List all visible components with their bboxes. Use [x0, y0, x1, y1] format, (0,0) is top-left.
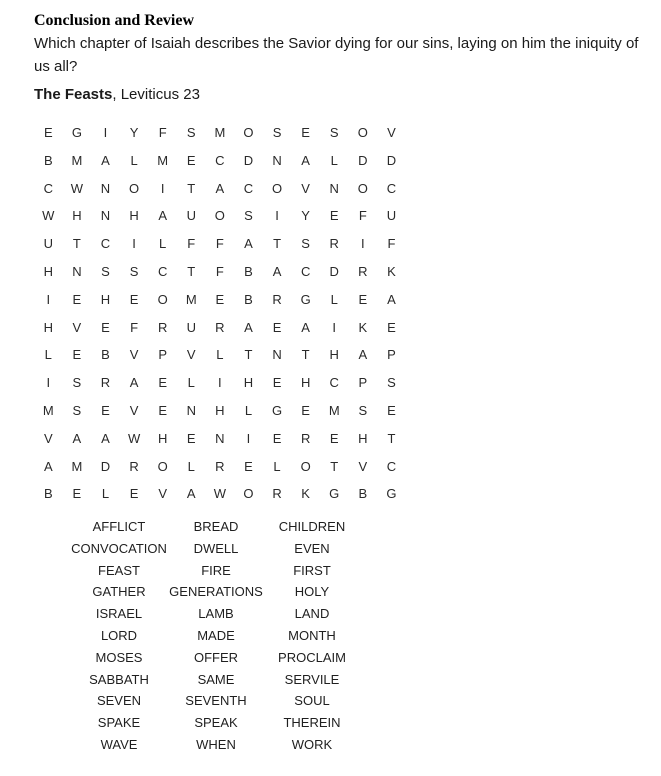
grid-letter: V — [301, 180, 310, 196]
word-bank-item: WHEN — [196, 736, 236, 752]
word-bank-row — [70, 562, 360, 584]
word-bank-item: SEVEN — [96, 693, 142, 709]
grid-letter: G — [271, 402, 283, 418]
grid-letter: F — [158, 125, 167, 140]
word-bank-item: SEVENTH — [185, 693, 247, 709]
grid-letter: C — [215, 152, 225, 168]
grid-letter: T — [301, 347, 310, 363]
word-bank-item: SABBATH — [89, 671, 149, 687]
grid-letter: H — [358, 430, 368, 446]
grid-letter: E — [272, 375, 282, 391]
word-bank-item: LAMB — [198, 606, 234, 622]
grid-letter: S — [387, 375, 396, 391]
grid-letter: R — [157, 319, 168, 335]
grid-letter: L — [273, 458, 281, 474]
grid-letter: H — [243, 375, 254, 391]
grid-letter: E — [129, 486, 139, 502]
grid-letter: T — [187, 263, 196, 279]
grid-row — [34, 236, 394, 264]
grid-row — [34, 347, 394, 375]
grid-letter: R — [215, 319, 225, 335]
word-bank-item: BREAD — [193, 519, 239, 534]
grid-row — [34, 180, 397, 209]
grid-letter: T — [244, 347, 253, 363]
grid-letter: S — [329, 125, 339, 140]
grid-row — [34, 125, 394, 153]
grid-letter: M — [328, 402, 340, 418]
grid-letter: W — [127, 430, 141, 446]
grid-letter: U — [386, 208, 397, 224]
grid-letter: I — [275, 208, 279, 224]
grid-letter: E — [387, 402, 396, 418]
word-bank-item: SERVILE — [284, 671, 340, 687]
word-bank-row — [70, 736, 360, 758]
word-bank-item: GATHER — [92, 584, 146, 600]
word-bank-item: FEAST — [98, 562, 140, 578]
word-bank-item: CHILDREN — [278, 519, 346, 534]
grid-letter: F — [130, 319, 139, 335]
grid-letter: G — [329, 486, 340, 502]
grid-row — [34, 375, 394, 403]
grid-letter: S — [101, 263, 110, 279]
grid-letter: S — [358, 402, 368, 418]
word-bank-row — [70, 649, 360, 671]
grid-letter: K — [387, 263, 396, 279]
grid-letter: A — [301, 152, 310, 168]
grid-letter: D — [100, 458, 111, 474]
grid-letter: E — [129, 291, 139, 307]
grid-letter: M — [71, 152, 83, 168]
grid-letter: E — [101, 319, 110, 335]
word-bank-item: GENERATIONS — [169, 584, 263, 600]
puzzle-title: The Feasts — [34, 86, 113, 103]
grid-letter: A — [244, 236, 253, 252]
grid-row — [34, 458, 397, 487]
grid-letter: F — [358, 208, 367, 224]
word-bank-row — [70, 540, 360, 562]
review-question: Which chapter of Isaiah describes the Savior dying for our sins, laying on him the iniquity of us all? — [34, 35, 639, 75]
grid-letter: D — [243, 152, 254, 168]
grid-letter: E — [301, 402, 310, 418]
grid-letter: H — [215, 402, 225, 418]
grid-letter: E — [186, 152, 196, 168]
grid-letter: F — [187, 236, 196, 252]
grid-letter: Y — [301, 208, 310, 224]
grid-letter: M — [185, 291, 197, 307]
grid-letter: E — [158, 402, 167, 418]
word-search-grid — [34, 125, 397, 514]
grid-letter: A — [101, 152, 110, 168]
grid-letter: O — [357, 125, 368, 140]
grid-letter: A — [244, 319, 253, 335]
grid-letter: V — [387, 125, 396, 140]
grid-letter: S — [186, 125, 196, 140]
grid-letter: U — [43, 236, 53, 252]
grid-letter: V — [129, 402, 139, 418]
grid-letter: C — [243, 180, 254, 196]
word-bank-item: FIRE — [201, 562, 231, 578]
grid-letter: L — [216, 347, 224, 363]
grid-row — [34, 208, 397, 236]
grid-letter: I — [361, 236, 365, 252]
grid-letter: H — [100, 291, 111, 307]
grid-letter: C — [300, 263, 311, 279]
word-bank-item: SPAKE — [97, 715, 141, 731]
grid-letter: L — [330, 152, 338, 168]
grid-letter: V — [358, 458, 368, 474]
grid-letter: A — [72, 430, 82, 446]
grid-letter: I — [132, 236, 136, 252]
grid-letter: P — [387, 347, 396, 363]
grid-letter: L — [244, 402, 253, 418]
grid-letter: H — [129, 208, 139, 224]
grid-letter: C — [386, 180, 397, 196]
word-bank-item: MADE — [197, 627, 235, 643]
grid-letter: H — [300, 375, 311, 391]
grid-letter: E — [272, 430, 282, 446]
grid-letter: H — [43, 319, 53, 335]
grid-letter: I — [246, 430, 251, 446]
grid-letter: O — [157, 458, 168, 474]
grid-letter: U — [186, 208, 196, 224]
grid-letter: R — [272, 291, 282, 307]
word-bank-item: LORD — [100, 627, 138, 643]
grid-letter: D — [358, 152, 368, 168]
grid-letter: C — [386, 458, 397, 474]
grid-letter: I — [332, 319, 337, 335]
grid-letter: E — [72, 486, 82, 502]
grid-letter: M — [214, 125, 226, 140]
grid-letter: T — [72, 236, 81, 252]
grid-letter: L — [330, 291, 338, 307]
grid-letter: C — [100, 236, 111, 252]
grid-letter: F — [215, 263, 224, 279]
grid-letter: W — [70, 180, 84, 196]
grid-letter: S — [72, 402, 82, 418]
grid-letter: R — [300, 430, 311, 446]
grid-letter: G — [300, 291, 311, 307]
grid-letter: M — [71, 458, 83, 474]
grid-row — [34, 152, 397, 181]
grid-letter: R — [272, 486, 282, 502]
grid-letter: B — [244, 263, 253, 279]
grid-letter: H — [43, 263, 53, 279]
grid-letter: E — [186, 430, 196, 446]
grid-letter: I — [103, 125, 108, 140]
word-bank-item: MONTH — [288, 627, 336, 643]
grid-letter: G — [386, 486, 397, 502]
grid-letter: L — [187, 458, 195, 474]
grid-letter: O — [129, 180, 140, 196]
grid-letter: P — [158, 347, 167, 363]
word-bank-item: OFFER — [193, 649, 239, 665]
grid-letter: H — [157, 430, 168, 446]
word-bank-item: SAME — [197, 671, 235, 687]
word-bank-row — [70, 605, 360, 627]
grid-letter: T — [187, 180, 196, 196]
grid-letter: E — [215, 291, 225, 307]
grid-letter: E — [72, 291, 82, 307]
word-bank-item: FIRST — [293, 562, 331, 578]
grid-letter: E — [387, 319, 396, 335]
grid-letter: F — [387, 236, 396, 252]
word-bank-row — [70, 714, 360, 736]
word-bank-item: WAVE — [100, 736, 138, 752]
word-bank-item: MOSES — [95, 649, 143, 665]
grid-letter: N — [100, 208, 111, 224]
grid-letter: N — [100, 180, 111, 196]
word-bank-item: LAND — [294, 606, 330, 622]
grid-letter: T — [387, 430, 396, 446]
grid-letter: A — [387, 291, 396, 307]
grid-letter: E — [72, 347, 82, 363]
word-bank-row — [70, 627, 360, 649]
grid-letter: S — [129, 263, 139, 279]
grid-letter: E — [244, 458, 253, 474]
word-bank-row — [70, 518, 360, 540]
grid-letter: A — [101, 430, 110, 446]
grid-row — [34, 403, 394, 431]
grid-letter: B — [244, 291, 253, 307]
word-bank-item: AFFLICT — [92, 519, 146, 534]
word-bank — [70, 518, 360, 758]
word-bank-item: PROCLAIM — [278, 649, 346, 665]
grid-row — [34, 264, 394, 292]
grid-letter: S — [301, 236, 310, 252]
grid-letter: O — [300, 458, 311, 474]
word-bank-item: EVEN — [294, 540, 330, 556]
grid-letter: A — [272, 263, 282, 279]
word-bank-item: THEREIN — [283, 715, 341, 731]
grid-letter: V — [129, 347, 139, 363]
grid-letter: E — [43, 125, 53, 140]
word-bank-item: SPEAK — [194, 715, 238, 731]
grid-letter: O — [243, 486, 254, 502]
word-bank-item: WORK — [291, 736, 333, 752]
grid-letter: C — [329, 375, 339, 391]
grid-letter: D — [386, 152, 397, 168]
grid-letter: C — [157, 263, 168, 279]
grid-letter: B — [43, 152, 53, 168]
grid-row — [34, 486, 397, 514]
scripture-reference: , Leviticus 23 — [112, 86, 200, 103]
grid-letter: I — [46, 291, 51, 307]
grid-letter: W — [213, 486, 226, 502]
grid-letter: V — [186, 347, 196, 363]
grid-row — [34, 431, 394, 459]
grid-letter: R — [100, 375, 111, 391]
grid-letter: R — [329, 236, 339, 252]
grid-letter: D — [329, 263, 339, 279]
grid-letter: E — [158, 375, 167, 391]
grid-letter: E — [101, 402, 110, 418]
grid-letter: I — [46, 375, 51, 391]
grid-letter: O — [157, 291, 168, 307]
grid-letter: N — [186, 402, 196, 418]
grid-letter: V — [43, 430, 53, 446]
word-bank-row — [70, 583, 360, 605]
grid-letter: S — [272, 125, 282, 140]
grid-letter: H — [72, 208, 82, 224]
grid-letter: L — [101, 486, 110, 502]
grid-letter: I — [218, 375, 222, 391]
grid-letter: E — [358, 291, 368, 307]
grid-letter: B — [358, 486, 368, 502]
grid-letter: S — [244, 208, 253, 224]
grid-letter: R — [358, 263, 368, 279]
grid-letter: E — [329, 208, 339, 224]
grid-letter: N — [272, 347, 282, 363]
grid-letter: A — [186, 486, 196, 502]
grid-letter: A — [301, 319, 310, 335]
puzzle-subtitle — [34, 86, 200, 103]
grid-letter: S — [72, 375, 82, 391]
grid-letter: L — [187, 375, 195, 391]
word-bank-row — [70, 671, 360, 693]
grid-letter: A — [43, 458, 53, 474]
grid-letter: H — [329, 347, 339, 363]
grid-letter: A — [358, 347, 368, 363]
word-bank-row — [70, 692, 360, 714]
word-bank-item: HOLY — [294, 584, 330, 600]
grid-letter: E — [272, 319, 282, 335]
grid-letter: R — [129, 458, 139, 474]
grid-letter: U — [186, 319, 196, 335]
grid-letter: N — [215, 430, 225, 446]
grid-letter: O — [243, 125, 254, 140]
grid-letter: R — [215, 458, 225, 474]
grid-letter: M — [157, 152, 169, 168]
grid-letter: O — [357, 180, 368, 196]
grid-letter: A — [215, 180, 225, 196]
grid-letter: E — [301, 125, 310, 140]
grid-letter: V — [158, 486, 167, 502]
grid-letter: M — [42, 402, 54, 418]
grid-letter: T — [330, 458, 339, 474]
grid-letter: N — [272, 152, 282, 168]
grid-letter: L — [159, 236, 167, 252]
grid-letter: G — [71, 125, 82, 140]
section-heading: Conclusion and Review — [34, 12, 195, 29]
grid-letter: N — [72, 263, 82, 279]
word-bank-item: ISRAEL — [95, 606, 143, 622]
word-bank-item: CONVOCATION — [71, 540, 167, 556]
grid-letter: W — [42, 208, 55, 224]
grid-letter: N — [329, 180, 339, 196]
grid-letter: K — [358, 319, 368, 335]
grid-letter: V — [72, 319, 82, 335]
grid-letter: I — [160, 180, 165, 196]
grid-letter: K — [301, 486, 310, 502]
word-bank-item: SOUL — [294, 693, 330, 709]
grid-letter: F — [215, 236, 224, 252]
grid-row — [34, 320, 394, 348]
grid-letter: A — [158, 208, 167, 224]
grid-letter: A — [129, 375, 139, 391]
grid-letter: E — [329, 430, 339, 446]
grid-letter: C — [43, 180, 53, 196]
grid-letter: O — [271, 180, 283, 196]
grid-letter: O — [214, 208, 225, 224]
grid-letter: Y — [129, 125, 139, 140]
grid-letter: P — [358, 375, 368, 391]
grid-letter: B — [101, 347, 110, 363]
grid-letter: T — [273, 236, 282, 252]
grid-letter: L — [130, 152, 138, 168]
grid-letter: B — [43, 486, 53, 502]
grid-row — [34, 292, 394, 320]
grid-letter: L — [44, 347, 52, 363]
word-bank-item: DWELL — [193, 540, 239, 556]
